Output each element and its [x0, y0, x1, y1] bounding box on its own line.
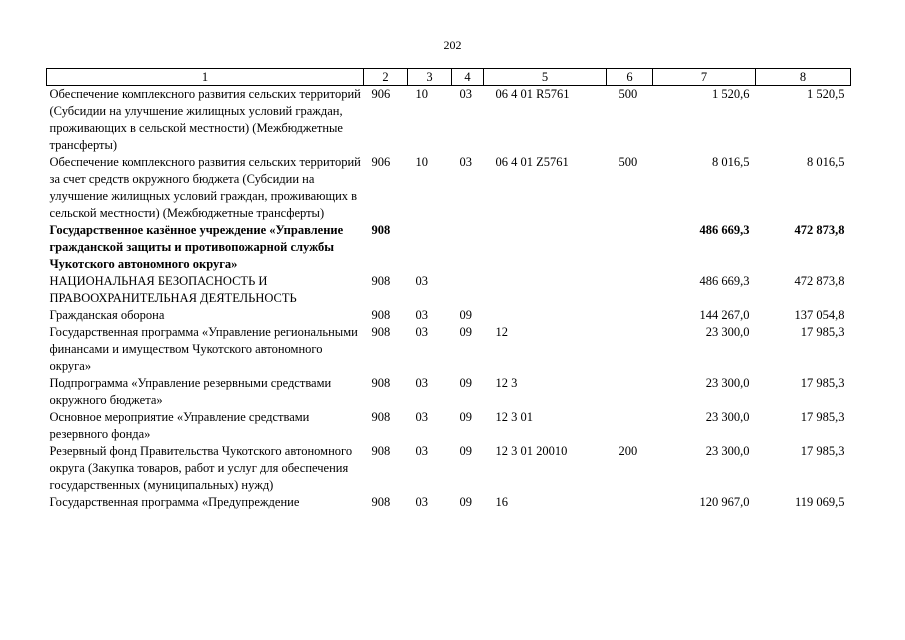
row-section-code: 03	[415, 495, 428, 509]
row-target-article: 16	[495, 495, 508, 509]
row-subsection-code: 09	[459, 308, 472, 322]
row-subsection-code: 09	[459, 410, 472, 424]
row-name: Государственная программа «Предупреждение	[49, 495, 300, 509]
row-subsection-code: 09	[459, 325, 472, 339]
row-subsection-code: 03	[459, 87, 472, 101]
row-expense-type: 500	[618, 87, 638, 101]
row-name: НАЦИОНАЛЬНАЯ БЕЗОПАСНОСТЬ И ПРАВООХРАНИТЕЛЬНАЯ ДЕЯТЕЛЬНОСТЬ	[49, 274, 297, 305]
row-amount-year2: 472 873,8	[794, 223, 845, 237]
row-grbs-code: 908	[371, 495, 391, 509]
row-name: Обеспечение комплексного развития сельских территорий за счет средств окружного бюджета (Субсидии на улучшение жилищных условий граждан, проживающих в сельской местности) (Межбюджетные трансферты)	[49, 155, 361, 220]
row-section-code: 03	[415, 444, 428, 458]
row-target-article: 12 3	[495, 376, 518, 390]
row-section-code: 03	[415, 274, 428, 288]
row-name: Основное мероприятие «Управление средствами резервного фонда»	[49, 410, 310, 441]
row-section-code: 03	[415, 376, 428, 390]
row-target-article	[484, 222, 607, 273]
row-amount-year1: 23 300,0	[705, 376, 750, 390]
row-amount-year1: 8 016,5	[712, 155, 750, 169]
row-expense-type	[607, 494, 653, 511]
row-amount-year2: 17 985,3	[800, 325, 845, 339]
table-row	[47, 375, 851, 409]
row-name: Резервный фонд Правительства Чукотского автономного округа (Закупка товаров, работ и услуг для обеспечения государственных (муниципальных) нужд)	[49, 444, 353, 492]
table-row	[47, 154, 851, 222]
row-target-article: 06 4 01 R5761	[495, 87, 570, 101]
row-amount-year2: 472 873,8	[794, 274, 845, 288]
row-target-article: 12 3 01	[495, 410, 533, 424]
row-grbs-code: 908	[371, 223, 391, 237]
row-expense-type: 200	[618, 444, 638, 458]
row-target-article: 12	[495, 325, 508, 339]
row-amount-year2: 119 069,5	[794, 495, 845, 509]
row-grbs-code: 908	[371, 376, 391, 390]
row-name: Подпрограмма «Управление резервными средствами окружного бюджета»	[49, 376, 332, 407]
row-subsection-code: 09	[459, 376, 472, 390]
row-amount-year2: 8 016,5	[807, 155, 845, 169]
column-number-row	[47, 69, 851, 86]
row-amount-year2: 17 985,3	[800, 410, 845, 424]
budget-table	[46, 68, 851, 511]
row-expense-type	[607, 409, 653, 443]
column-header: 6	[607, 69, 653, 86]
row-subsection-code	[452, 222, 484, 273]
column-header: 7	[653, 69, 756, 86]
row-amount-year1: 23 300,0	[705, 325, 750, 339]
row-section-code: 03	[415, 308, 428, 322]
row-expense-type	[607, 273, 653, 307]
row-amount-year2: 137 054,8	[794, 308, 845, 322]
table-row	[47, 273, 851, 307]
row-subsection-code: 09	[459, 495, 472, 509]
row-grbs-code: 908	[371, 274, 391, 288]
table-row	[47, 86, 851, 155]
page-number: 202	[443, 38, 462, 52]
row-section-code: 10	[415, 155, 428, 169]
row-grbs-code: 908	[371, 325, 391, 339]
row-expense-type: 500	[618, 155, 638, 169]
row-expense-type	[607, 222, 653, 273]
table-row	[47, 307, 851, 324]
row-subsection-code	[452, 273, 484, 307]
row-grbs-code: 908	[371, 444, 391, 458]
row-grbs-code: 906	[371, 87, 391, 101]
row-amount-year1: 120 967,0	[699, 495, 750, 509]
row-section-code: 10	[415, 87, 428, 101]
row-target-article: 06 4 01 Z5761	[495, 155, 569, 169]
column-header: 4	[452, 69, 484, 86]
row-amount-year1: 23 300,0	[705, 444, 750, 458]
row-target-article	[484, 307, 607, 324]
row-section-code	[408, 222, 452, 273]
row-amount-year1: 23 300,0	[705, 410, 750, 424]
column-header: 5	[484, 69, 607, 86]
row-expense-type	[607, 324, 653, 375]
column-header: 1	[47, 69, 364, 86]
row-target-article	[484, 273, 607, 307]
row-subsection-code: 03	[459, 155, 472, 169]
table-row	[47, 222, 851, 273]
row-expense-type	[607, 375, 653, 409]
row-section-code: 03	[415, 410, 428, 424]
table-row	[47, 324, 851, 375]
row-amount-year2: 17 985,3	[800, 444, 845, 458]
row-amount-year1: 1 520,6	[712, 87, 750, 101]
row-amount-year2: 1 520,5	[807, 87, 845, 101]
row-grbs-code: 906	[371, 155, 391, 169]
row-name: Гражданская оборона	[49, 308, 165, 322]
row-amount-year1: 144 267,0	[699, 308, 750, 322]
row-grbs-code: 908	[371, 308, 391, 322]
row-name: Обеспечение комплексного развития сельских территорий (Субсидии на улучшение жилищных условий граждан, проживающих в сельской местности) (Межбюджетные трансферты)	[49, 87, 361, 152]
row-amount-year1: 486 669,3	[699, 223, 750, 237]
row-name: Государственное казённое учреждение «Управление гражданской защиты и противопожарной службы Чукотского автономного округа»	[49, 223, 344, 271]
row-subsection-code: 09	[459, 444, 472, 458]
row-amount-year2: 17 985,3	[800, 376, 845, 390]
table-row	[47, 409, 851, 443]
table-row	[47, 443, 851, 494]
row-target-article: 12 3 01 20010	[495, 444, 568, 458]
column-header: 8	[756, 69, 851, 86]
row-expense-type	[607, 307, 653, 324]
row-amount-year1: 486 669,3	[699, 274, 750, 288]
row-section-code: 03	[415, 325, 428, 339]
row-name: Государственная программа «Управление региональными финансами и имуществом Чукотского автономного округа»	[49, 325, 358, 373]
table-row	[47, 494, 851, 511]
column-header: 3	[408, 69, 452, 86]
row-grbs-code: 908	[371, 410, 391, 424]
column-header: 2	[364, 69, 408, 86]
